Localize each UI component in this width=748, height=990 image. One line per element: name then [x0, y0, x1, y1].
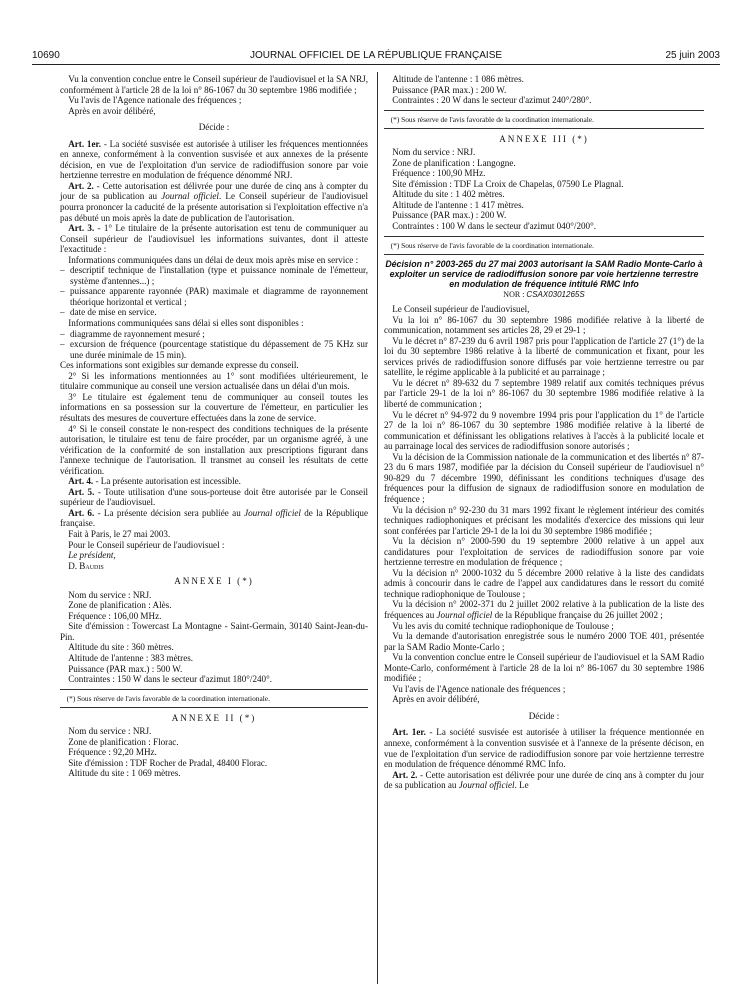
journal-officiel-ref: Journal officiel	[458, 780, 515, 791]
annex-line: Contraintes : 100 W dans le secteur d'azimut 040°/200°.	[392, 221, 596, 232]
issue-date: 25 juin 2003	[665, 50, 720, 61]
article-number: Art. 1er.	[392, 727, 426, 738]
article-1: Art. 1er. - La société susvisée est autorisée à utiliser la fréquence mentionnée en annexe, conformément à la convention susvisée et à l'annexe de la présente décison, en vue de l'exploitation d'un service de radiodiffusion sonore par voie hertzienne terrestre en modulation de fréquence dénommé RMC Info.	[384, 727, 704, 770]
paragraph: Vu la décision de la Commission nationale de la communication et des libertés n° 87-23 du 6 mars 1987, modifiée par la décision du Conseil supérieur de l'audiovisuel n° 90-829 du 7 décembre 1990, définissant les conditions techniques d'usage des fréquences pour la diffusion de signaux de radiodiffusion sonore en modulation de fréquence ;	[384, 451, 704, 504]
journal-officiel-ref: Journal officiel	[436, 609, 493, 620]
article-number: Art. 3.	[68, 223, 95, 234]
paragraph: Vu la convention conclue entre le Conseil supérieur de l'audiovisuel et la SA NRJ, conformément à l'article 28 de la loi n° 86-1067 du 30 septembre 1986 modifiée ;	[60, 74, 368, 95]
paragraph: 4° Si le conseil constate le non-respect des conditions techniques de la présente autorisation, le titulaire est tenu de faire procéder, par un organisme agréé, à une vérification de la conformité de son installation aux prescriptions figurant dans l'annexe technique de l'autorisation. Il transmet au conseil les résultats de cette vérification.	[60, 423, 368, 476]
annex-line: Zone de planification : Langogne.	[392, 157, 516, 168]
article-1: Art. 1er. - La société susvisée est autorisée à utiliser les fréquences mentionnées en annexe, conformément à la convention susvisée et aux annexes de la présente décision, en vue de l'exploitation d'un service de radiodiffusion sonore par voie hertzienne terrestre en modulation de fréquence dénommé NRJ.	[60, 138, 368, 181]
paragraph: Informations communiquées sans délai si elles sont disponibles :	[68, 318, 304, 329]
header-rule	[32, 64, 720, 65]
paragraph: 3° Le titulaire est également tenu de communiquer au conseil toutes les informations en sa possession sur la couverture de l'émetteur, en particulier les résultats des mesures de couverture effectuées dans la zone de service.	[60, 391, 368, 423]
annex-line: Altitude de l'antenne : 1 086 mètres.	[392, 74, 524, 84]
signature-line: Pour le Conseil supérieur de l'audiovisuel :	[68, 539, 225, 550]
annex-line: Zone de planification : Alès.	[68, 600, 172, 611]
annex-line: Altitude de l'antenne : 1 417 mètres.	[392, 199, 524, 210]
annex-line: Site d'émission : Towercast La Montagne - Saint-Germain, 30140 Saint-Jean-du-Pin.	[60, 621, 368, 642]
annex-line: Site d'émission : TDF La Croix de Chapelas, 07590 Le Plagnal.	[392, 178, 624, 189]
divider	[384, 236, 704, 237]
annex-line: Contraintes : 150 W dans le secteur d'azimut 180°/240°.	[68, 674, 272, 685]
decide-heading: Décide :	[528, 710, 560, 721]
footnote: (*) Sous réserve de l'avis favorable de la coordination internationale.	[66, 693, 270, 703]
paragraph: Le Conseil supérieur de l'audiovisuel,	[392, 304, 530, 315]
journal-title: JOURNAL OFFICIEL DE LA RÉPUBLIQUE FRANÇAISE	[249, 50, 503, 61]
list-item: – descriptif technique de l'installation (type et puissance nominale de l'émetteur, système d'antennes...) ;	[60, 265, 368, 286]
paragraph: Après en avoir délibéré,	[392, 694, 480, 705]
footnote: (*) Sous réserve de l'avis favorable de la coordination internationale.	[390, 240, 594, 250]
article-6: Art. 6. - La présente décision sera publiée au Journal officiel de la République française.	[60, 507, 368, 529]
list-item: – excursion de fréquence (pourcentage statistique du dépassement de 75 KHz sur une durée minimale de 15 min).	[60, 339, 368, 360]
annex-line: Puissance (PAR max.) : 200 W.	[392, 84, 507, 95]
annex-line: Altitude du site : 1 402 mètres.	[392, 189, 505, 200]
article-4: Art. 4. - La présente autorisation est incessible.	[68, 476, 241, 487]
paragraph: Vu le décret n° 89-632 du 7 septembre 1989 relatif aux comités techniques prévus par l'article 29-1 de la loi n° 86-1067 du 30 septembre 1986 modifiée relative à la liberté de communication ;	[384, 377, 704, 410]
paragraph: Vu la décision n° 2000-1032 du 5 décembre 2000 relative à la liste des candidats admis à concourir dans le cadre de l'appel aux candidatures dans le ressort du comité technique radiophonique de Toulouse ;	[384, 567, 704, 599]
paragraph: Ces informations sont exigibles sur demande expresse du conseil.	[60, 360, 299, 371]
annex-line: Nom du service : NRJ.	[68, 726, 152, 737]
paragraph: Vu la loi n° 86-1067 du 30 septembre 1986 modifiée relative à la liberté de communication, notamment ses articles 28, 29 et 29-1 ;	[384, 314, 704, 336]
paragraph: Après en avoir délibéré,	[68, 105, 156, 116]
paragraph: Vu la décision n° 92-230 du 31 mars 1992 fixant le règlement intérieur des comités techniques radiophoniques et précisant les modalités d'exercice des missions qui leur sont conférées par l'article 29-1 de la loi du 30 septembre 1986 modifiée ;	[384, 504, 704, 536]
annex-line: Puissance (PAR max.) : 200 W.	[392, 210, 507, 221]
article-number: Art. 6.	[68, 507, 95, 518]
article-2: Art. 2. - Cette autorisation est délivrée pour une durée de cinq ans à compter du jour de sa publication au Journal officiel. Le Conseil supérieur de l'audiovisuel pourra prononcer la caducité de la présente autorisation si l'exploitation effective n'a pas débuté un mois après la date de publication de l'autorisation.	[60, 180, 368, 223]
annex-line: Site d'émission : TDF Rocher de Pradal, 48400 Florac.	[68, 757, 268, 768]
journal-officiel-ref: Journal officiel	[244, 507, 301, 518]
signature-title: Le président,	[68, 550, 116, 561]
paragraph: Informations communiquées dans un délai de deux mois après mise en service :	[68, 254, 359, 265]
divider	[60, 689, 368, 690]
annex-line: Altitude du site : 1 069 mètres.	[68, 768, 181, 779]
decide-heading: Décide :	[198, 122, 230, 133]
footnote: (*) Sous réserve de l'avis favorable de la coordination internationale.	[390, 114, 594, 124]
annex-line: Fréquence : 92,20 MHz.	[68, 747, 157, 758]
article-5: Art. 5. - Toute utilisation d'une sous-porteuse doit être autorisée par le Conseil supérieur de l'audiovisuel.	[60, 486, 368, 508]
divider	[60, 707, 368, 708]
annex-line: Nom du service : NRJ.	[392, 147, 476, 158]
article-2: Art. 2. - Cette autorisation est délivrée pour une durée de cinq ans à compter du jour de sa publication au Journal officiel. Le	[384, 769, 704, 791]
annex-line: Fréquence : 100,90 MHz.	[392, 168, 486, 179]
signatory-name: D. Baudis	[68, 560, 104, 571]
annex-1-title: ANNEXE I (*)	[174, 576, 254, 587]
paragraph: Vu le décret n° 94-972 du 9 novembre 1994 pris pour l'application du 1° de l'article 27 de la loi n° 86-1067 du 30 septembre 1986 modifiée relative à la liberté de communication et définissant les obligations relatives à l'accès à la publicité locale et au parrainage local des services de radiodiffusion sonore autorisés ;	[384, 409, 704, 452]
annex-line: Puissance (PAR max.) : 500 W.	[68, 663, 183, 674]
right-column	[384, 74, 704, 791]
paragraph: Vu l'avis de l'Agence nationale des fréquences ;	[392, 683, 566, 694]
article-number: Art. 5.	[68, 486, 95, 497]
list-item: – date de mise en service.	[60, 307, 157, 318]
paragraph: Vu le décret n° 87-239 du 6 avril 1987 pris pour l'application de l'article 27 (1°) de la loi du 30 septembre 1986 relative à la liberté de communication et fixant, pour les services privés de radiodiffusion sonore diffusés par voie hertzienne terrestre ou par satellite, le régime applicable à la publicité et au parrainage ;	[384, 335, 704, 378]
page-header	[32, 50, 720, 64]
left-column	[60, 74, 368, 779]
nor-reference: NOR : CSAX0301265S	[503, 289, 585, 299]
list-item: – puissance apparente rayonnée (PAR) maximale et diagramme de rayonnement théorique horizontal et vertical ;	[60, 286, 368, 307]
article-3: Art. 3. - 1° Le titulaire de la présente autorisation est tenu de communiquer au Conseil supérieur de l'audiovisuel les informations suivantes, dont il atteste l'exactitude :	[60, 223, 368, 255]
paragraph: Vu les avis du comité technique radiophonique de Toulouse ;	[392, 620, 614, 631]
page-number: 10690	[32, 50, 60, 61]
paragraph: Vu la convention conclue entre le Conseil supérieur de l'audiovisuel et la SAM Radio Monte-Carlo, conformément à l'article 28 de la loi n° 86-1067 du 30 septembre 1986 modifiée ;	[384, 652, 704, 684]
article-number: Art. 4.	[68, 476, 94, 487]
annex-3-title: ANNEXE III (*)	[499, 133, 589, 144]
paragraph: Vu la demande d'autorisation enregistrée sous le numéro 2000 TOE 401, présentée par la SAM Radio Monte-Carlo ;	[384, 631, 704, 652]
divider	[384, 254, 704, 255]
list-item: – diagramme de rayonnement mesuré ;	[60, 328, 205, 339]
annex-line: Zone de planification : Florac.	[68, 736, 179, 747]
article-number: Art. 2.	[68, 180, 94, 191]
column-separator	[377, 72, 378, 984]
journal-officiel-ref: Journal officiel	[161, 191, 219, 202]
paragraph: Vu la décision n° 2002-371 du 2 juillet 2002 relative à la publication de la liste des fréquences au Journal officiel de la République française du 26 juillet 2002 ;	[384, 599, 704, 620]
paragraph: 2° Si les informations mentionnées au 1° sont modifiées ultérieurement, le titulaire communique au conseil une version actualisée dans un délai d'un mois.	[60, 370, 368, 392]
annex-line: Altitude de l'antenne : 383 mètres.	[68, 652, 194, 663]
paragraph: Vu la décision n° 2000-590 du 19 septembre 2000 relative à un appel aux candidatures pour l'exploitation de services de radiodiffusion sonore par voie hertzienne terrestre en modulation de fréquence ;	[384, 536, 704, 568]
place-date: Fait à Paris, le 27 mai 2003.	[68, 528, 171, 539]
annex-line: Nom du service : NRJ.	[68, 589, 152, 600]
article-number: Art. 2.	[392, 769, 418, 780]
annex-line: Altitude du site : 360 mètres.	[68, 642, 174, 653]
annex-2-title: ANNEXE II (*)	[171, 712, 257, 723]
divider	[384, 110, 704, 111]
divider	[384, 128, 704, 129]
paragraph: Vu l'avis de l'Agence nationale des fréquences ;	[68, 95, 242, 106]
decision-title: Décision n° 2003-265 du 27 mai 2003 autorisant la SAM Radio Monte-Carlo à exploiter un service de radiodiffusion sonore par voie hertzienne terrestre en modulation de fréquence intitulé RMC Info	[385, 258, 703, 289]
annex-line: Contraintes : 20 W dans le secteur d'azimut 240°/280°.	[392, 95, 592, 106]
annex-line: Fréquence : 106,00 MHz.	[68, 610, 162, 621]
article-number: Art. 1er.	[68, 138, 101, 149]
